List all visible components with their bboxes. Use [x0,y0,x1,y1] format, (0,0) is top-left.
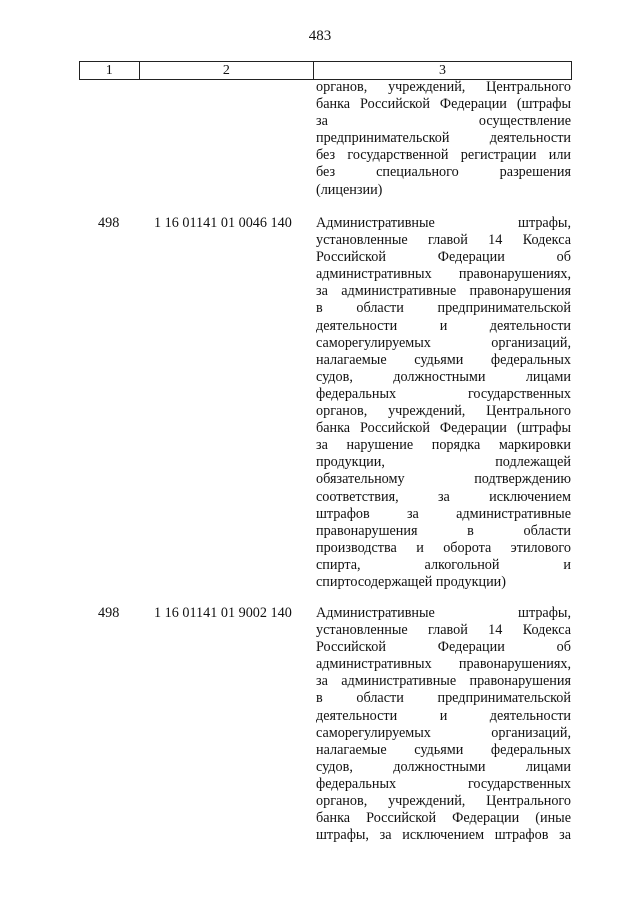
continuation-description [316,79,571,199]
text-line: обязательному подтверждению [316,471,571,488]
text-line: Административные штрафы, [316,605,571,621]
text-line: банка Российской Федерации (штрафы [316,96,571,113]
text-line: административных правонарушениях, [316,266,571,283]
text-line: соответствия, за исключением [316,488,571,505]
text-line: штрафов за административные [316,505,571,522]
text-line: Российской Федерации об [316,249,571,266]
text-line: налагаемые судьями федеральных [316,741,571,758]
text-line: продукции, подлежащей [316,454,571,471]
text-line: органов, учреждений, Центрального [316,793,571,810]
text-line: без государственной регистрации или [316,147,571,164]
text-line: федеральных государственных [316,385,571,402]
text-line: деятельности и деятельности [316,317,571,334]
text-line: в области предпринимательской [316,300,571,317]
column-3-header: 3 [314,62,572,80]
text-line: административных правонарушениях, [316,656,571,673]
text-line: за административные правонарушения [316,283,571,300]
text-line: установленные главой 14 Кодекса [316,622,571,639]
text-line: (лицензии) [316,181,383,198]
table-header [79,61,572,80]
text-line: органов, учреждений, Центрального [316,79,571,95]
text-line: спиртосодержащей продукции) [316,573,506,590]
text-line: производства и оборота этилового [316,539,571,556]
page-number: 483 [308,28,332,44]
text-line: налагаемые судьями федеральных [316,351,571,368]
text-line: судов, должностными лицами [316,758,571,775]
text-line: штрафы, за исключением штрафов за [316,827,571,844]
column-2-header: 2 [139,62,314,80]
text-line: предпринимательской деятельности [316,130,571,147]
text-line: за осуществление [316,113,571,130]
text-line: органов, учреждений, Центрального [316,403,571,420]
row-2-number: 498 [98,605,120,621]
text-line: саморегулируемых организаций, [316,334,571,351]
text-line: федеральных государственных [316,775,571,792]
text-line: Административные штрафы, [316,215,571,231]
text-line: правонарушения в области [316,522,571,539]
text-line: деятельности и деятельности [316,707,571,724]
text-line: Российской Федерации об [316,639,571,656]
row-1-description [316,215,571,591]
text-line: без специального разрешения [316,164,571,181]
text-line: спирта, алкогольной и [316,556,571,573]
text-line: установленные главой 14 Кодекса [316,232,571,249]
row-2-description [316,605,571,844]
text-line: саморегулируемых организаций, [316,724,571,741]
row-2-code: 1 16 01141 01 9002 140 [154,605,292,621]
text-line: банка Российской Федерации (штрафы [316,420,571,437]
text-line: в области предпринимательской [316,690,571,707]
column-1-header: 1 [80,62,140,80]
text-line: за нарушение порядка маркировки [316,437,571,454]
text-line: за административные правонарушения [316,673,571,690]
text-line: судов, должностными лицами [316,368,571,385]
row-1-code: 1 16 01141 01 0046 140 [154,215,292,231]
text-line: банка Российской Федерации (иные [316,810,571,827]
row-1-number: 498 [98,215,120,231]
